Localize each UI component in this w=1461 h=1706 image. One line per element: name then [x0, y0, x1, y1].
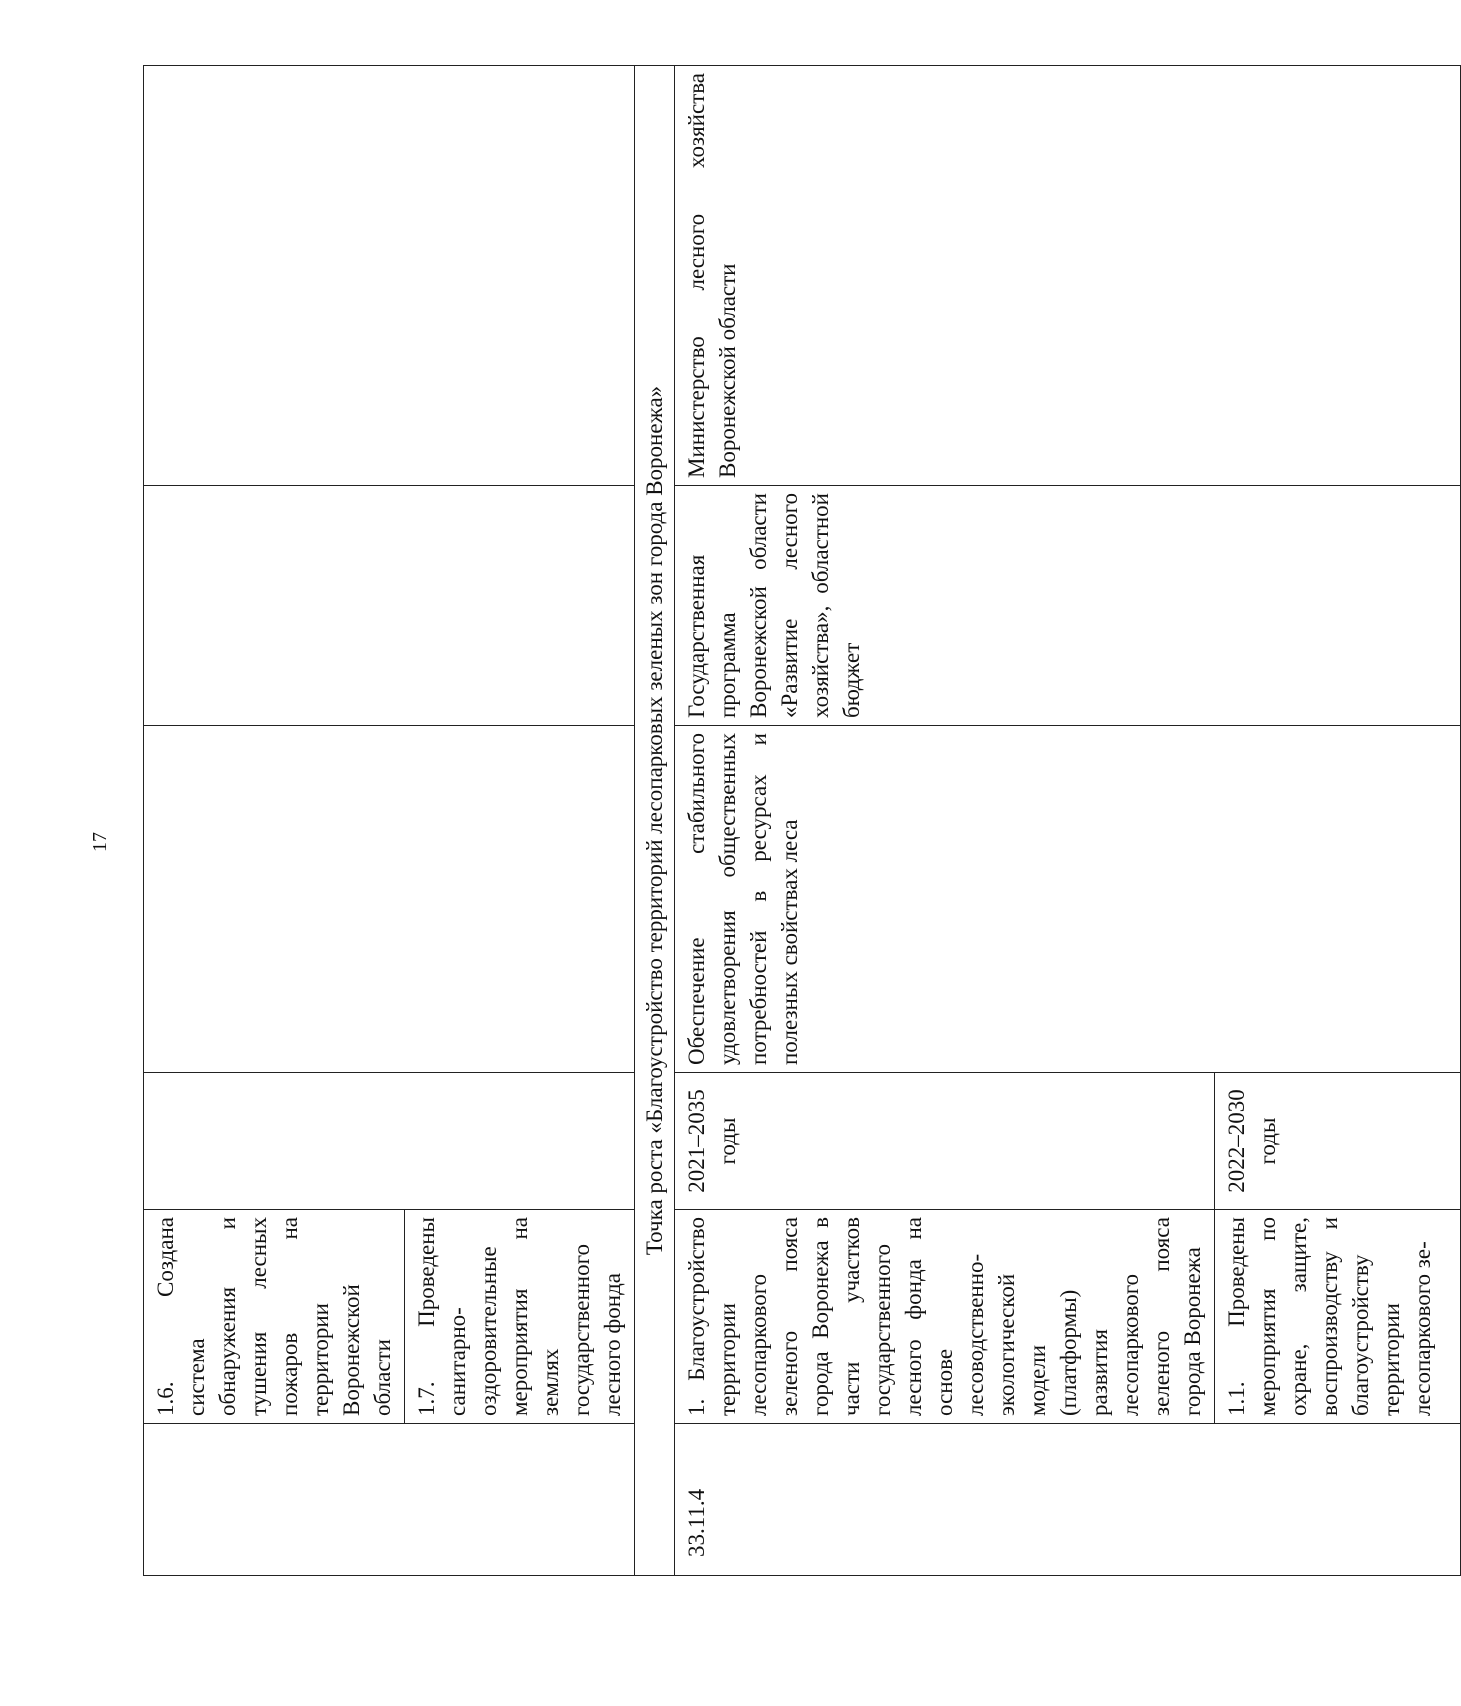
- section-heading-row: [635, 66, 675, 1576]
- table-cell-source-empty: [144, 486, 635, 726]
- section-title: Точка роста «Благоустройство территорий лесопарковых зеленых зон города Воронежа»: [635, 66, 675, 1576]
- table-cell-period-empty: [144, 1073, 635, 1210]
- table-cell-period: 2022–2030 годы: [1215, 1073, 1461, 1210]
- table-cell-goal: Обеспечение стабильного удовлетворения общественных потребностей в ресурсах и полезных свойствах леса: [675, 726, 1461, 1073]
- table-cell-project: 1. Благоустройство территории лесопаркового зеленого пояса города Воронежа в части участков государственного лесного фонда на основе лесоводственно-экологической модели (платформы) развития лесопаркового зеленого пояса города Воронежа: [675, 1210, 1215, 1424]
- table-cell-code-empty: [144, 1424, 635, 1576]
- page-number: 17: [89, 832, 111, 852]
- table-cell-source: Государственная программа Воронежской области «Развитие лесного хозяйства», областной бюджет: [675, 486, 1461, 726]
- table-cell-executor: Министерство лесного хозяйства Воронежской области: [675, 66, 1461, 486]
- table-cell-period: 2021–2035 годы: [675, 1073, 1215, 1210]
- program-table: [143, 65, 1461, 1576]
- table-row: [675, 66, 1215, 1576]
- table-cell-item: 1.1. Проведены мероприятия по охране, защите, воспроизводству и благоустройству территории лесопаркового зе-: [1215, 1210, 1461, 1424]
- table-cell-item: 1.6. Создана система обнаружения и тушения лесных пожаров на территории Воронежской области: [144, 1210, 405, 1424]
- table-cell-executor-empty: [144, 66, 635, 486]
- table-row: [144, 66, 405, 1576]
- table-cell-item: 1.7. Проведены санитарно-оздоровительные мероприятия на землях государственного лесного фонда: [405, 1210, 635, 1424]
- table-cell-code: 33.11.4: [675, 1424, 1461, 1576]
- rotated-table-page: [143, 66, 1435, 1576]
- table-cell-goal-empty: [144, 726, 635, 1073]
